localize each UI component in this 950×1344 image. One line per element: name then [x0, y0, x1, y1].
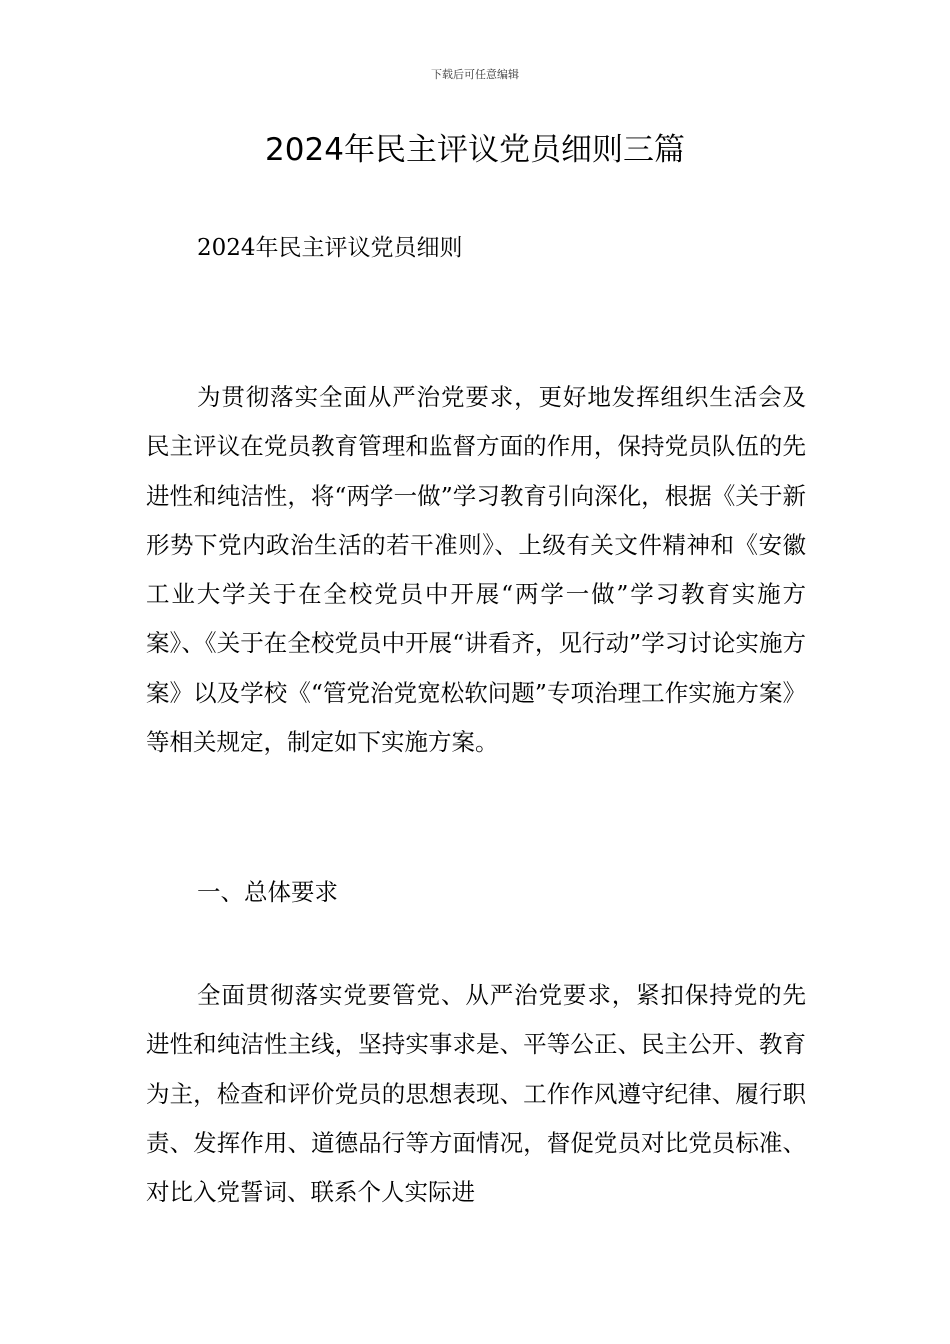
- paragraph-general-requirements: 全面贯彻落实党要管党、从严治党要求，紧扣保持党的先进性和纯洁性主线，坚持实事求是、平等公正、民主公开、教育为主，检查和评价党员的思想表现、工作作风遵守纪律、履行职责、发挥作用、道德品行等方面情况，督促党员对比党员标准、对比入党誓词、联系个人实际进: [146, 981, 806, 1207]
- document-title: 2024年民主评议党员细则三篇: [265, 132, 685, 168]
- header-note: 下载后可任意编辑: [431, 68, 519, 81]
- section-heading-general-requirements: 一、总体要求: [197, 878, 338, 906]
- paragraph-intro: 为贯彻落实全面从严治党要求，更好地发挥组织生活会及民主评议在党员教育管理和监督方面的作用，保持党员队伍的先进性和纯洁性，将“两学一做”学习教育引向深化，根据《关于新形势下党内政治生活的若干准则》、上级有关文件精神和《安徽工业大学关于在全校党员中开展“两学一做”学习教育实施方案》、《关于在全校党员中开展“讲看齐，见行动”学习讨论实施方案》以及学校《“管党治党宽松软问题”专项治理工作实施方案》等相关规定，制定如下实施方案。: [146, 383, 806, 757]
- document-subtitle: 2024年民主评议党员细则: [197, 235, 463, 261]
